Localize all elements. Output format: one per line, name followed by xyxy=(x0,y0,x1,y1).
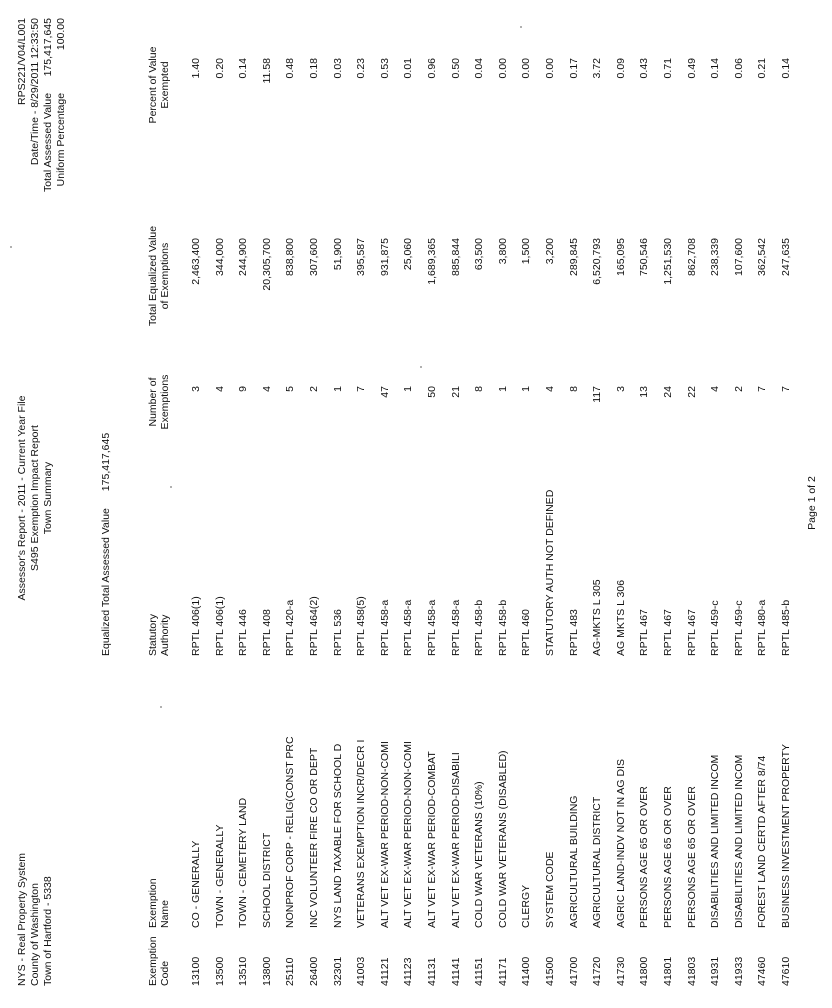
row-number: 4 xyxy=(709,386,722,392)
row-name: CLERGY xyxy=(520,884,533,928)
row-value: 289,845 xyxy=(567,238,580,276)
row-number: 22 xyxy=(685,386,698,398)
row-code: 41123 xyxy=(402,957,415,986)
row-name: INC VOLUNTEER FIRE CO OR DEPT xyxy=(308,747,320,928)
row-name: ALT VET EX-WAR PERIOD-NON-COMI xyxy=(378,741,391,928)
table-row xyxy=(402,0,422,1008)
row-value: 20,305,700 xyxy=(260,238,273,291)
table-row xyxy=(237,0,257,1008)
row-value: 307,600 xyxy=(308,238,320,276)
row-authority: RPTL 467 xyxy=(662,609,674,656)
table-row xyxy=(190,0,210,1008)
table-row xyxy=(308,0,328,1008)
row-name: NYS LAND TAXABLE FOR SCHOOL D xyxy=(331,743,344,928)
row-authority: RPTL 406(1) xyxy=(190,596,202,656)
scan-speck xyxy=(420,366,422,368)
table-row xyxy=(497,0,517,1008)
table-row xyxy=(686,0,706,1008)
row-value: 885,844 xyxy=(449,238,462,276)
row-authority: RPTL 458-a xyxy=(426,599,438,656)
row-number: 47 xyxy=(378,386,391,398)
column-header-value xyxy=(148,216,171,336)
column-header-name xyxy=(148,878,171,928)
row-value: 238,339 xyxy=(709,238,722,276)
row-code: 41730 xyxy=(614,956,627,986)
row-code: 41121 xyxy=(378,957,391,986)
row-code: 47460 xyxy=(756,956,769,986)
row-percent: 3.72 xyxy=(591,58,604,79)
row-percent: 0.50 xyxy=(449,58,462,79)
table-row xyxy=(544,0,564,1008)
row-authority: RPTL 406(1) xyxy=(213,596,226,656)
total-assessed-value: 175,417,645 xyxy=(42,18,54,77)
row-value: 862,708 xyxy=(685,238,698,276)
row-authority: RPTL 459-c xyxy=(709,600,722,656)
row-code: 41800 xyxy=(638,956,651,986)
table-row xyxy=(426,0,446,1008)
row-value: 931,875 xyxy=(378,238,391,276)
town-name: Town of Hartford - 5338 xyxy=(42,876,54,986)
scan-speck xyxy=(160,706,162,708)
row-name: AGRIC LAND-INDV NOT IN AG DIS xyxy=(614,759,627,928)
table-row xyxy=(379,0,399,1008)
row-authority: RPTL 467 xyxy=(638,609,651,656)
table-row xyxy=(332,0,352,1008)
row-value: 1,689,365 xyxy=(426,238,438,285)
row-number: 13 xyxy=(638,386,651,398)
report-datetime: Date/Time - 8/29/2011 12:33:50 xyxy=(29,18,41,166)
row-name: TOWN - CEMETERY LAND xyxy=(237,797,250,928)
row-number: 7 xyxy=(355,386,368,392)
row-value: 3,800 xyxy=(496,238,509,265)
report-id: RPS221/V04/L001 xyxy=(16,18,28,105)
row-name: ALT VET EX-WAR PERIOD-COMBAT xyxy=(426,751,438,928)
column-header-value-line1: Total Equalized Value xyxy=(147,225,159,327)
row-authority: RPTL 459-c xyxy=(732,600,745,656)
row-code: 32301 xyxy=(331,956,344,986)
row-code: 41720 xyxy=(591,956,604,986)
report-title: Assessor's Report - 2011 - Current Year File xyxy=(16,395,28,601)
row-number: 50 xyxy=(426,386,438,398)
row-percent: 0.00 xyxy=(544,58,556,79)
column-header-authority xyxy=(148,614,171,656)
row-percent: 0.23 xyxy=(355,58,368,79)
table-row xyxy=(355,0,375,1008)
row-percent: 0.09 xyxy=(614,58,627,79)
table-row xyxy=(615,0,635,1008)
column-header-code xyxy=(148,936,171,986)
row-name: PERSONS AGE 65 OR OVER xyxy=(685,786,698,928)
row-percent: 0.01 xyxy=(402,58,415,79)
table-row xyxy=(284,0,304,1008)
table-row xyxy=(780,0,800,1008)
row-name: ALT VET EX-WAR PERIOD-DISABILI xyxy=(449,752,462,928)
row-code: 26400 xyxy=(308,956,320,986)
column-header-percent xyxy=(148,30,171,140)
row-percent: 0.53 xyxy=(378,58,391,79)
row-code: 47610 xyxy=(780,956,792,986)
column-header-name-line2: Name xyxy=(158,899,171,928)
scan-speck xyxy=(10,246,12,248)
table-row xyxy=(568,0,588,1008)
county-name: County of Washington xyxy=(29,883,41,986)
column-header-number-line2: Exemptions xyxy=(158,374,171,430)
row-number: 9 xyxy=(237,386,250,392)
row-code: 41500 xyxy=(544,956,556,986)
row-name: NONPROF CORP - RELIG(CONST PRC xyxy=(284,736,297,928)
row-percent: 0.43 xyxy=(638,58,651,79)
row-number: 4 xyxy=(544,386,556,392)
row-percent: 0.21 xyxy=(756,58,769,79)
row-number: 5 xyxy=(284,386,297,392)
column-header-percent-line2: Exempted xyxy=(158,61,171,109)
scan-speck xyxy=(520,26,522,28)
column-header-percent-line1: Percent of Value xyxy=(147,46,159,124)
row-authority: RPTL 467 xyxy=(685,609,698,656)
row-number: 3 xyxy=(614,386,627,392)
row-percent: 0.14 xyxy=(237,58,250,79)
row-value: 244,900 xyxy=(237,238,250,276)
column-header-authority-line2: Authority xyxy=(158,614,171,656)
row-authority: RPTL 458-b xyxy=(496,599,509,656)
total-assessed-label: Total Assessed Value xyxy=(42,92,54,192)
uniform-percentage-label: Uniform Percentage xyxy=(55,92,67,187)
row-number: 3 xyxy=(190,386,202,392)
row-code: 41700 xyxy=(567,956,580,986)
table-row xyxy=(473,0,493,1008)
row-name: PERSONS AGE 65 OR OVER xyxy=(662,786,674,928)
row-code: 41400 xyxy=(520,956,533,986)
row-name: TOWN - GENERALLY xyxy=(213,824,226,928)
row-name: COLD WAR VETERANS (DISABLED) xyxy=(496,750,509,928)
table-row xyxy=(733,0,753,1008)
row-value: 63,500 xyxy=(473,238,486,271)
table-row xyxy=(450,0,470,1008)
row-percent: 0.20 xyxy=(213,58,226,79)
row-value: 2,463,400 xyxy=(190,238,202,285)
table-row xyxy=(214,0,234,1008)
row-value: 51,900 xyxy=(331,238,344,271)
row-authority: RPTL 485-b xyxy=(780,599,792,656)
row-value: 247,635 xyxy=(780,238,792,276)
row-percent: 0.49 xyxy=(685,58,698,79)
row-code: 41933 xyxy=(732,956,745,986)
row-name: DISABILITIES AND LIMITED INCOM xyxy=(709,754,722,928)
row-authority: RPTL 458(5) xyxy=(355,596,368,656)
row-percent: 0.00 xyxy=(520,58,533,79)
row-value: 838,800 xyxy=(284,238,297,276)
table-row xyxy=(662,0,682,1008)
row-code: 41131 xyxy=(426,957,438,986)
equalized-total xyxy=(100,433,112,656)
row-number: 4 xyxy=(260,386,273,392)
header-right xyxy=(16,18,68,228)
row-authority: AG MKTS L 306 xyxy=(614,579,627,656)
row-authority: RPTL 536 xyxy=(331,609,344,656)
row-code: 13500 xyxy=(213,956,226,986)
row-name: AGRICULTURAL BUILDING xyxy=(567,795,580,928)
row-number: 1 xyxy=(331,386,344,392)
row-authority: RPTL 483 xyxy=(567,609,580,656)
row-authority: RPTL 446 xyxy=(237,609,250,656)
row-authority: RPTL 458-a xyxy=(449,599,462,656)
uniform-percentage-value: 100.00 xyxy=(55,18,67,51)
row-number: 4 xyxy=(213,386,226,392)
table-row xyxy=(261,0,281,1008)
row-name: CO - GENERALLY xyxy=(190,840,202,928)
page-number: Page 1 of 2 xyxy=(806,476,818,530)
row-value: 6,520,793 xyxy=(591,238,604,285)
row-code: 41803 xyxy=(685,956,698,986)
row-authority: STATUTORY AUTH NOT DEFINED xyxy=(544,489,556,656)
column-header-value-line2: of Exemptions xyxy=(158,242,171,310)
equalized-total-value: 175,417,645 xyxy=(100,432,112,492)
row-name: COLD WAR VETERANS (10%) xyxy=(473,781,486,928)
row-number: 24 xyxy=(662,386,674,398)
row-number: 2 xyxy=(732,386,745,392)
row-value: 1,251,530 xyxy=(662,238,674,285)
row-percent: 0.96 xyxy=(426,58,438,79)
table-row xyxy=(756,0,776,1008)
row-authority: RPTL 458-a xyxy=(378,599,391,656)
row-number: 2 xyxy=(308,386,320,392)
report-scope: Town Summary xyxy=(42,461,54,535)
row-code: 41141 xyxy=(449,957,462,986)
row-percent: 0.03 xyxy=(331,58,344,79)
table-row xyxy=(520,0,540,1008)
uniform-percentage-row xyxy=(55,18,68,228)
row-percent: 0.14 xyxy=(780,58,792,79)
row-code: 41171 xyxy=(496,957,509,986)
row-number: 8 xyxy=(567,386,580,392)
row-name: VETERANS EXEMPTION INCR/DECR I xyxy=(355,739,368,928)
row-value: 362,542 xyxy=(756,238,769,276)
row-value: 165,095 xyxy=(614,238,627,276)
row-authority: RPTL 420-a xyxy=(284,599,297,656)
row-number: 7 xyxy=(756,386,769,392)
header-center xyxy=(16,378,55,618)
row-code: 13100 xyxy=(190,956,202,986)
report-subtitle: S495 Exemption Impact Report xyxy=(29,425,41,571)
row-percent: 0.14 xyxy=(709,58,722,79)
row-authority: RPTL 408 xyxy=(260,609,273,656)
table-row xyxy=(638,0,658,1008)
total-assessed-row xyxy=(42,18,55,228)
row-percent: 0.04 xyxy=(473,58,486,79)
row-authority: RPTL 464(2) xyxy=(308,596,320,656)
table-row xyxy=(709,0,729,1008)
row-percent: 0.06 xyxy=(732,58,745,79)
column-header-authority-line1: Statutory xyxy=(147,613,159,656)
row-code: 41003 xyxy=(355,956,368,986)
column-header-number xyxy=(148,362,171,442)
row-number: 1 xyxy=(496,386,509,392)
row-number: 8 xyxy=(473,386,486,392)
row-percent: 0.17 xyxy=(567,58,580,79)
row-authority: AG-MKTS L 305 xyxy=(591,579,604,656)
row-value: 750,546 xyxy=(638,238,651,276)
row-authority: RPTL 458-a xyxy=(402,599,415,656)
column-header-code-line1: Exemption xyxy=(147,936,159,986)
row-code: 41931 xyxy=(709,956,722,986)
row-value: 3,200 xyxy=(544,238,556,265)
system-name: NYS - Real Property System xyxy=(16,852,28,986)
row-number: 21 xyxy=(449,386,462,398)
row-percent: 0.71 xyxy=(662,58,674,79)
table-row xyxy=(591,0,611,1008)
column-header-number-line1: Number of xyxy=(147,377,159,427)
row-percent: 11.58 xyxy=(260,58,273,84)
row-name: SCHOOL DISTRICT xyxy=(260,832,273,928)
row-code: 25110 xyxy=(284,957,297,986)
row-percent: 0.48 xyxy=(284,58,297,79)
row-name: SYSTEM CODE xyxy=(544,851,556,928)
row-value: 344,000 xyxy=(213,238,226,276)
scan-speck xyxy=(170,486,172,488)
row-authority: RPTL 458-b xyxy=(473,599,486,656)
row-code: 13800 xyxy=(260,956,273,986)
row-authority: RPTL 460 xyxy=(520,609,533,656)
row-name: ALT VET EX-WAR PERIOD-NON-COMI xyxy=(402,741,415,928)
equalized-total-label: Equalized Total Assessed Value xyxy=(100,508,112,656)
row-code: 41151 xyxy=(473,957,486,986)
row-code: 13510 xyxy=(237,956,250,986)
row-percent: 0.18 xyxy=(308,58,320,79)
row-number: 7 xyxy=(780,386,792,392)
row-value: 1,500 xyxy=(520,238,533,265)
column-header-name-line1: Exemption xyxy=(147,878,159,928)
row-name: DISABILITIES AND LIMITED INCOM xyxy=(732,754,745,928)
row-code: 41801 xyxy=(662,956,674,986)
header-left xyxy=(16,853,55,986)
row-authority: RPTL 480-a xyxy=(756,599,769,656)
column-header-code-line2: Code xyxy=(158,960,171,986)
row-number: 1 xyxy=(520,386,533,392)
row-value: 25,060 xyxy=(402,238,415,271)
row-value: 107,600 xyxy=(732,238,745,276)
row-percent: 1.40 xyxy=(190,58,202,79)
row-name: BUSINESS INVESTMENT PROPERTY xyxy=(780,744,792,928)
row-number: 1 xyxy=(402,386,415,392)
row-name: PERSONS AGE 65 OR OVER xyxy=(638,786,651,928)
row-name: FOREST LAND CERTD AFTER 8/74 xyxy=(756,755,769,928)
row-number: 117 xyxy=(591,386,604,403)
row-value: 395,587 xyxy=(355,238,368,276)
row-percent: 0.00 xyxy=(496,58,509,79)
row-name: AGRICULTURAL DISTRICT xyxy=(591,796,604,928)
